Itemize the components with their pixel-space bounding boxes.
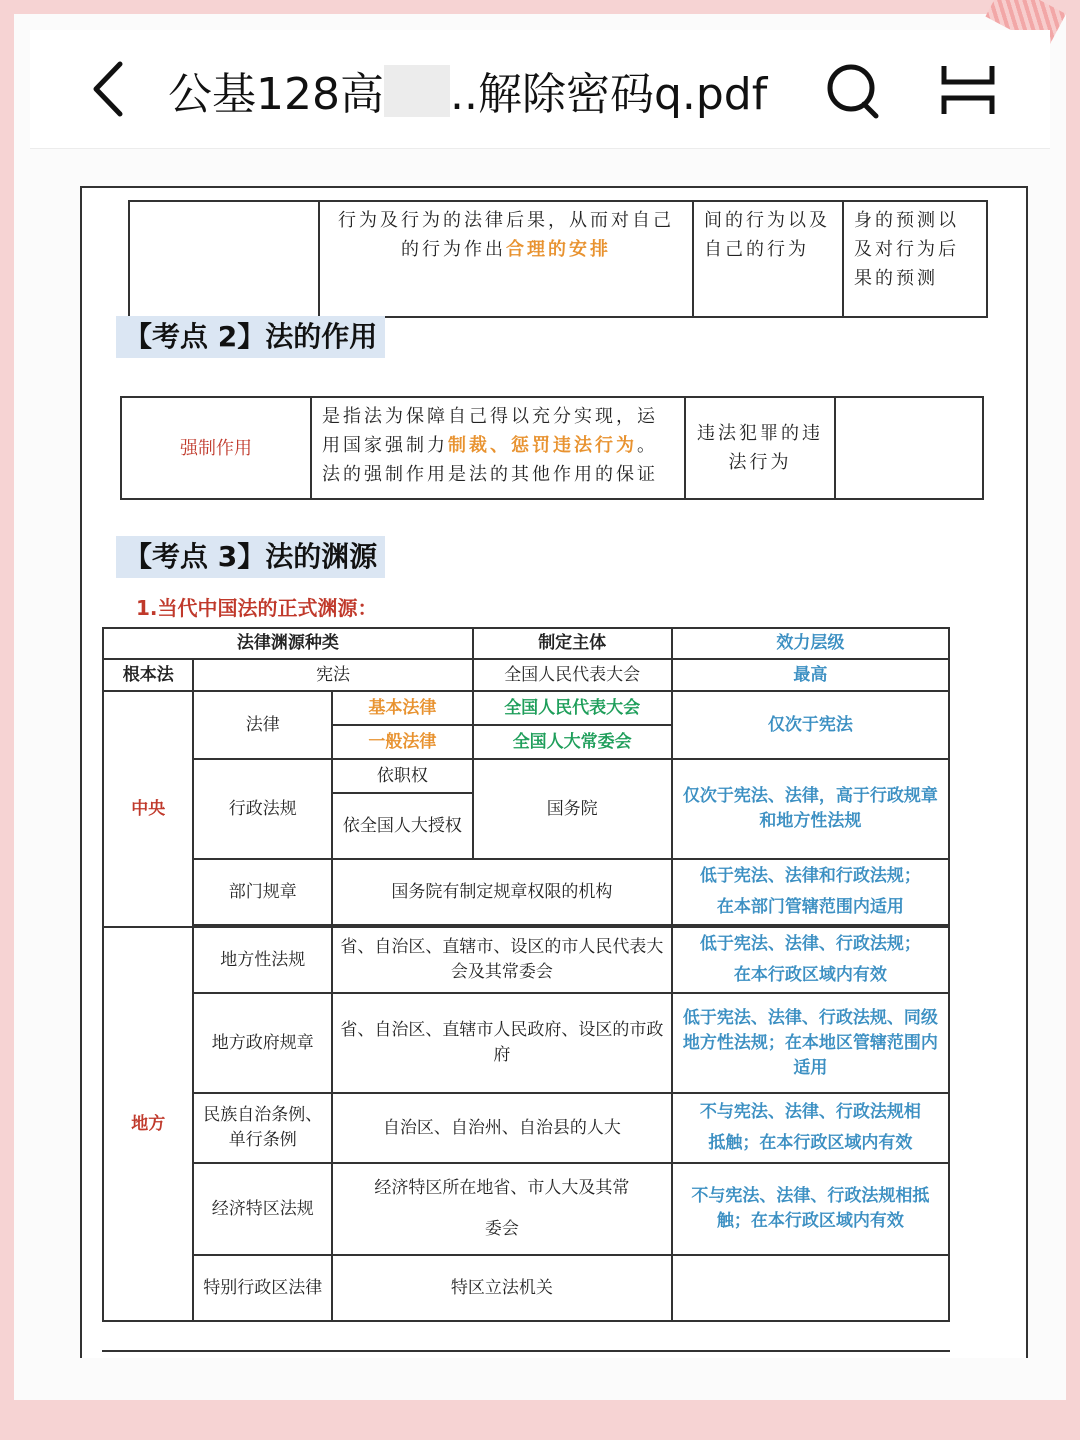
header-kind: 法律渊源种类 <box>103 628 473 659</box>
expand-button[interactable] <box>938 60 998 120</box>
general-law: 一般法律 <box>332 725 473 759</box>
title-suffix: ..解除密码q.pdf <box>449 69 768 120</box>
table-row <box>103 1255 949 1321</box>
root-name: 宪法 <box>193 659 472 691</box>
admin-sub1: 依职权 <box>332 759 473 793</box>
local-label: 地方 <box>103 927 193 1321</box>
function-table-fragment <box>128 200 988 318</box>
table-row <box>103 659 949 691</box>
dept-maker: 国务院有制定规章权限的机构 <box>332 859 672 925</box>
table-row <box>103 1093 949 1163</box>
table-cell: 身的预测以及对行为后果的预测 <box>843 201 987 317</box>
root-level: 最高 <box>672 659 949 691</box>
search-icon <box>824 60 884 120</box>
admin-maker: 国务院 <box>473 759 672 859</box>
basic-law: 基本法律 <box>332 691 473 725</box>
chevron-left-icon <box>88 60 128 118</box>
table-row <box>103 993 949 1093</box>
sar-name: 特别行政区法律 <box>193 1255 332 1321</box>
sez-level: 不与宪法、法律、行政法规相抵触；在本行政区域内有效 <box>672 1163 949 1255</box>
law-sources-table <box>102 627 950 1322</box>
local-gov-level: 低于宪法、法律、行政法规、同级地方性法规；在本地区管辖范围内适用 <box>672 993 949 1093</box>
table-row <box>103 691 949 725</box>
effect-target: 违法犯罪的违法行为 <box>685 397 835 499</box>
top-app-bar <box>30 30 1050 149</box>
next-table-edge <box>102 1350 950 1360</box>
sez-name: 经济特区法规 <box>193 1163 332 1255</box>
autonomy-maker: 自治区、自治州、自治县的人大 <box>332 1093 672 1163</box>
effect-label: 强制作用 <box>121 397 311 499</box>
section-heading-3: 【考点 3】法的渊源 <box>116 536 385 578</box>
effect-description: 是指法为保障自己得以充分实现，运用国家强制力制裁、惩罚违法行为。法的强制作用是法的其他作用的保证 <box>311 397 685 499</box>
root-kind: 根本法 <box>103 659 193 691</box>
search-button[interactable] <box>824 60 884 120</box>
table-row <box>103 859 949 925</box>
table-row <box>103 1163 949 1255</box>
dept-name: 部门规章 <box>193 859 332 925</box>
table-cell: 行为及行为的法律后果，从而对自己的行为作出合理的安排 <box>319 201 693 317</box>
local-gov-maker: 省、自治区、直辖市人民政府、设区的市政府 <box>332 993 672 1093</box>
local-reg-level: 低于宪法、法律、行政法规； 在本行政区域内有效 <box>672 927 949 993</box>
local-gov-name: 地方政府规章 <box>193 993 332 1093</box>
table-row <box>103 759 949 793</box>
admin-sub2: 依全国人大授权 <box>332 793 473 859</box>
section-heading-2: 【考点 2】法的作用 <box>116 316 385 358</box>
central-label: 中央 <box>103 691 193 927</box>
expand-icon <box>938 60 998 120</box>
table-header-row <box>103 628 949 659</box>
subheading: 1.当代中国法的正式渊源： <box>136 596 378 620</box>
local-reg-name: 地方性法规 <box>193 927 332 993</box>
local-reg-maker: 省、自治区、直辖市、设区的市人民代表大会及其常委会 <box>332 927 672 993</box>
autonomy-level: 不与宪法、法律、行政法规相 抵触；在本行政区域内有效 <box>672 1093 949 1163</box>
title-prefix: 公基128高 <box>168 69 384 120</box>
sez-maker: 经济特区所在地省、市人大及其常 委会 <box>332 1163 672 1255</box>
law-level: 仅次于宪法 <box>672 691 949 759</box>
sar-level <box>672 1255 949 1321</box>
document-title <box>168 58 767 122</box>
pdf-page <box>80 186 1028 1358</box>
table-cell: 间的行为以及自己的行为 <box>693 201 843 317</box>
law-name: 法律 <box>193 691 332 759</box>
basic-law-maker: 全国人民代表大会 <box>473 691 672 725</box>
general-law-maker: 全国人大常委会 <box>473 725 672 759</box>
autonomy-name: 民族自治条例、单行条例 <box>193 1093 332 1163</box>
admin-level: 仅次于宪法、法律，高于行政规章和地方性法规 <box>672 759 949 859</box>
root-maker: 全国人民代表大会 <box>473 659 672 691</box>
header-maker: 制定主体 <box>473 628 672 659</box>
effect-table <box>120 396 984 500</box>
dept-level: 低于宪法、法律和行政法规； 在本部门管辖范围内适用 <box>672 859 949 925</box>
table-cell-empty <box>129 201 319 317</box>
admin-name: 行政法规 <box>193 759 332 859</box>
header-level: 效力层级 <box>672 628 949 659</box>
table-row <box>103 927 949 993</box>
back-button[interactable] <box>88 60 128 118</box>
table-cell-empty <box>835 397 983 499</box>
redacted-block <box>384 65 450 117</box>
sar-maker: 特区立法机关 <box>332 1255 672 1321</box>
